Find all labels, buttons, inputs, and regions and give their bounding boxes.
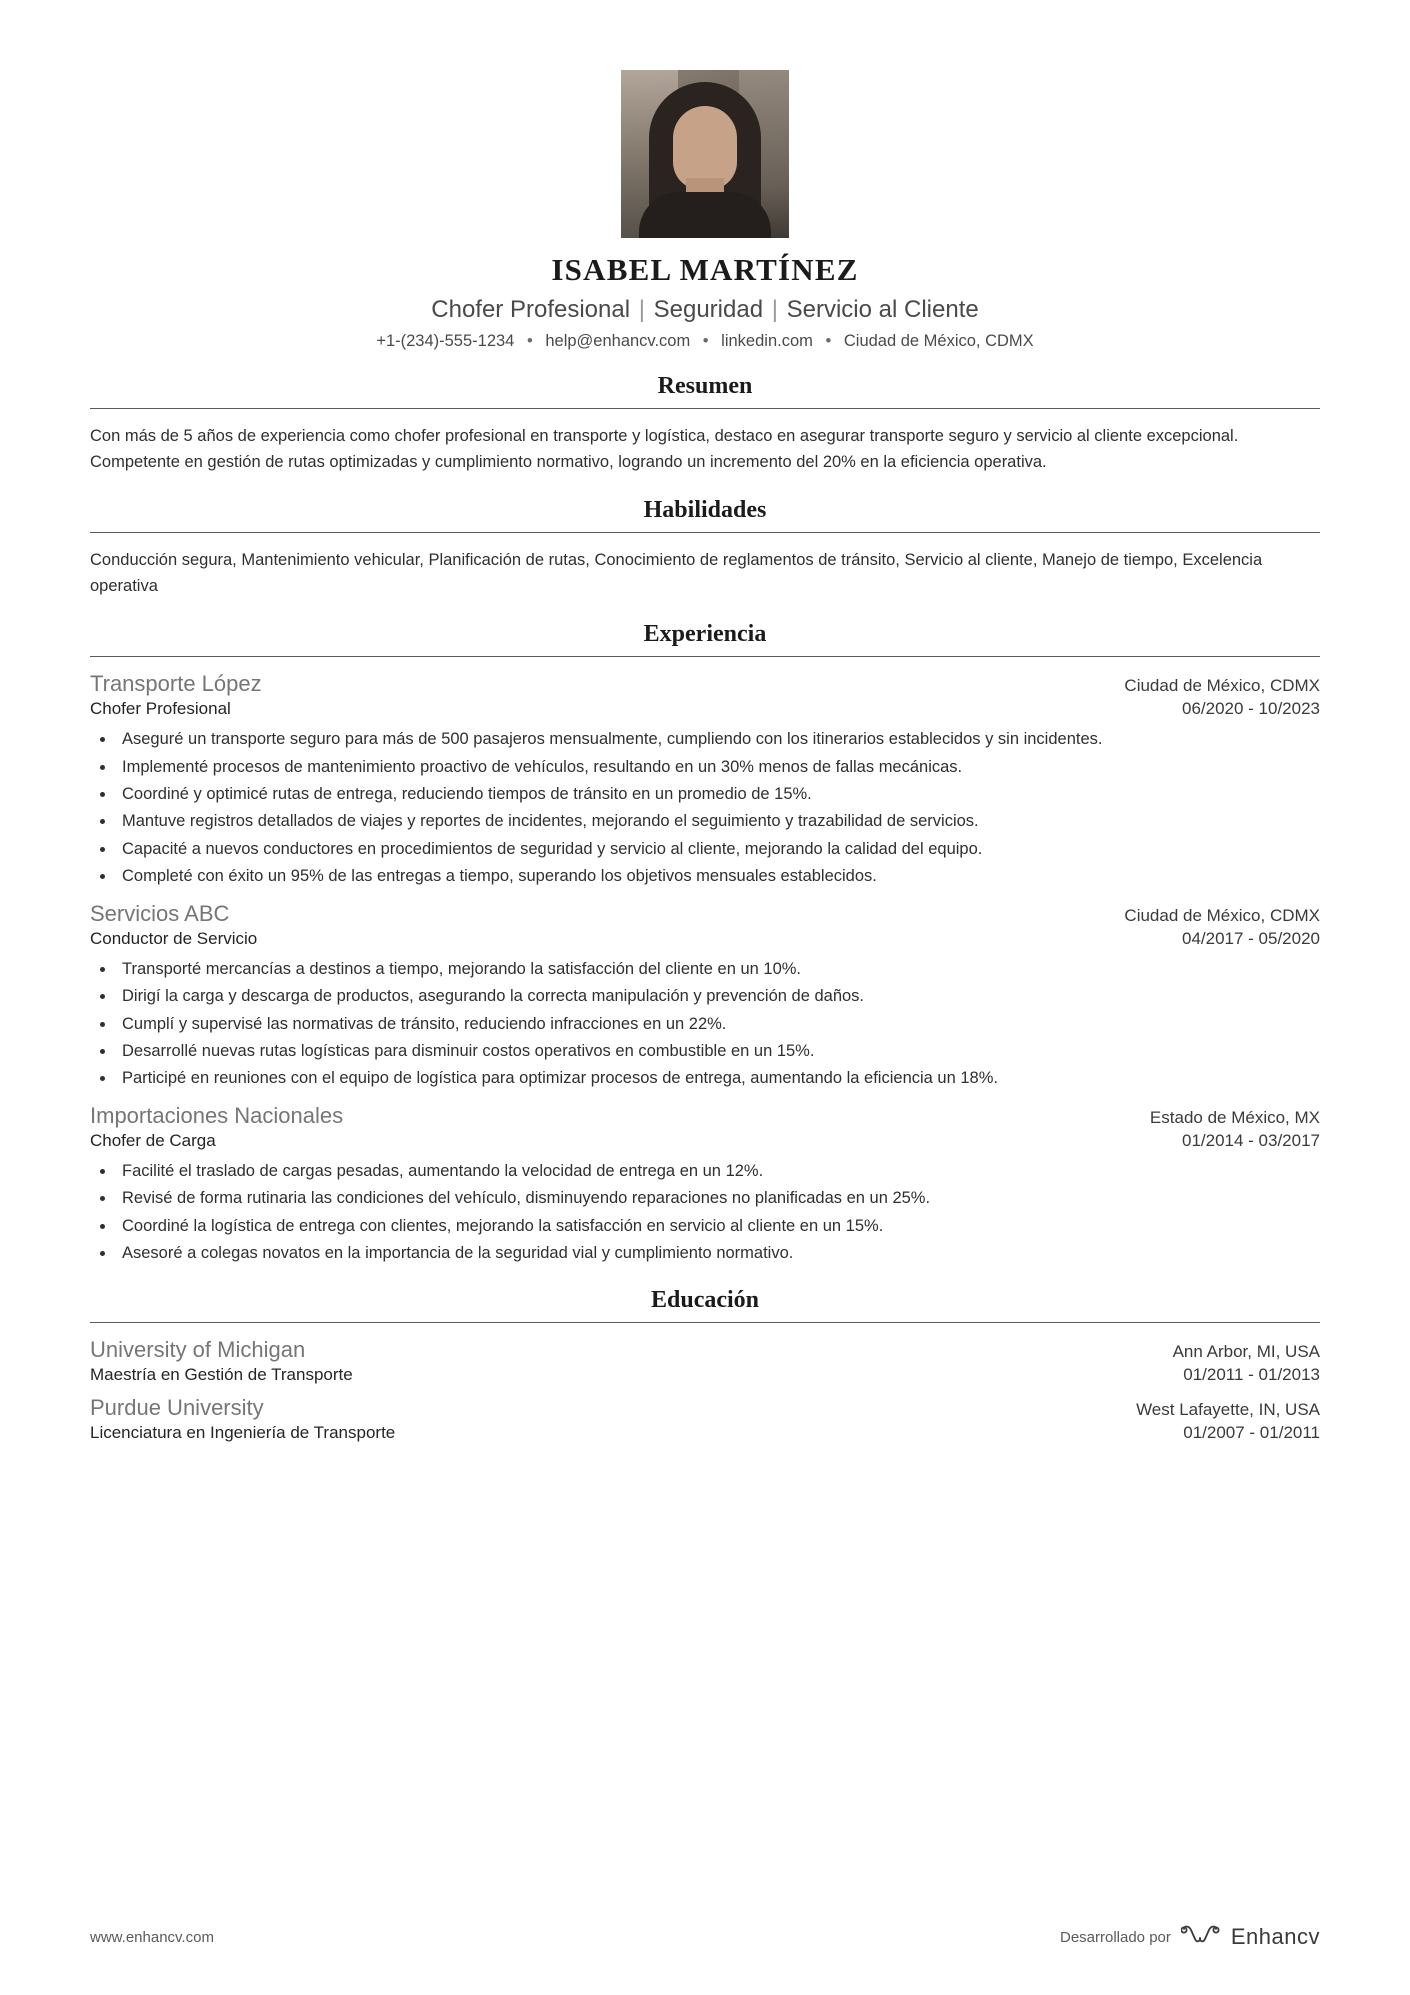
- section-divider-skills: [90, 532, 1320, 533]
- experience-entry-subheader: [90, 697, 1320, 719]
- section-education: [90, 1287, 1320, 1443]
- experience-entry-subheader: [90, 1129, 1320, 1151]
- experience-entry: [90, 1103, 1320, 1266]
- experience-location: Ciudad de México, CDMX: [1124, 905, 1320, 925]
- headline-part-1: Chofer Profesional: [431, 296, 631, 323]
- photo-torso: [639, 192, 771, 238]
- footer-brand-name: Enhancv: [1230, 1924, 1320, 1949]
- list-item: • Completé con éxito un 95% de las entregas a tiempo, superando los objetivos mensuales establecidos.: [116, 864, 1320, 888]
- list-item: • Participé en reuniones con el equipo de logística para optimizar procesos de entrega, aumentando la eficiencia un 18%.: [116, 1066, 1320, 1090]
- experience-company: Servicios ABC: [90, 900, 230, 926]
- skills-text: Conducción segura, Mantenimiento vehicular, Planificación de rutas, Conocimiento de reglamentos de tránsito, Servicio al cliente, Manejo de tiempo, Excelencia operativa: [90, 551, 1263, 596]
- education-location: West Lafayette, IN, USA: [1136, 1400, 1320, 1420]
- education-degree: Licenciatura en Ingeniería de Transporte: [90, 1423, 396, 1443]
- professional-headline: [90, 296, 1320, 324]
- contact-separator-3: •: [825, 332, 832, 350]
- experience-bullets: [90, 957, 1320, 1091]
- education-entry-header: [90, 1337, 1320, 1363]
- list-item: • Cumplí y supervisé las normativas de tránsito, reduciendo infracciones en un 22%.: [116, 1012, 1320, 1036]
- experience-role: Chofer de Carga: [90, 1130, 216, 1150]
- contact-phone: +1-(234)-555-1234: [376, 332, 515, 350]
- section-divider-summary: [90, 408, 1320, 409]
- headline-separator-2: |: [771, 296, 778, 323]
- education-entry: [90, 1337, 1320, 1385]
- list-item: • Aseguré un transporte seguro para más de 500 pasajeros mensualmente, cumpliendo con los itinerarios establecidos y sin incidentes.: [116, 727, 1320, 751]
- section-skills: [90, 497, 1320, 599]
- experience-company: Transporte López: [90, 671, 262, 697]
- education-entry-subheader: [90, 1421, 1320, 1443]
- contact-separator-1: •: [526, 332, 533, 350]
- experience-location: Estado de México, MX: [1149, 1107, 1320, 1127]
- education-location: Ann Arbor, MI, USA: [1172, 1342, 1320, 1362]
- experience-entry-header: [90, 1103, 1320, 1129]
- experience-bullets: [90, 727, 1320, 888]
- experience-dates: 06/2020 - 10/2023: [1181, 699, 1320, 719]
- headline-part-2: Seguridad: [653, 296, 764, 323]
- experience-bullets: [90, 1159, 1320, 1266]
- education-dates: 01/2011 - 01/2013: [1183, 1365, 1320, 1385]
- list-item: • Asesoré a colegas novatos en la importancia de la seguridad vial y cumplimiento normativo.: [116, 1241, 1320, 1265]
- contact-location: Ciudad de México, CDMX: [843, 332, 1034, 350]
- experience-dates: 01/2014 - 03/2017: [1181, 1130, 1320, 1150]
- contact-line: [90, 332, 1320, 351]
- education-dates: 01/2007 - 01/2011: [1183, 1423, 1320, 1443]
- avatar: [621, 70, 789, 238]
- contact-email[interactable]: help@enhancv.com: [545, 332, 691, 350]
- education-entry-subheader: [90, 1363, 1320, 1385]
- footer-powered-by-label: Desarrollado por: [1059, 1928, 1171, 1946]
- page-footer: [90, 1924, 1320, 1950]
- list-item: • Desarrollé nuevas rutas logísticas para disminuir costos operativos en combustible en un 15%.: [116, 1039, 1320, 1063]
- experience-entry: [90, 671, 1320, 888]
- profile-photo: [621, 70, 789, 238]
- education-school: Purdue University: [90, 1395, 264, 1421]
- resume-header: [90, 70, 1320, 351]
- headline-separator-1: |: [638, 296, 645, 323]
- experience-role: Chofer Profesional: [90, 699, 231, 719]
- summary-text: Con más de 5 años de experiencia como chofer profesional en transporte y logística, destaco en asegurar transporte seguro y servicio al cliente excepcional. Competente en gestión de rutas optimizadas y cumplimiento normativo, logrando un incremento del 20% en la eficiencia operativa.: [90, 427, 1239, 472]
- education-entry-header: [90, 1395, 1320, 1421]
- experience-company: Importaciones Nacionales: [90, 1102, 344, 1128]
- section-title-skills: Habilidades: [643, 497, 767, 524]
- headline-part-3: Servicio al Cliente: [786, 296, 979, 323]
- list-item: • Revisé de forma rutinaria las condiciones del vehículo, disminuyendo reparaciones no planificadas en un 25%.: [116, 1186, 1320, 1210]
- section-divider-experience: [90, 656, 1320, 657]
- experience-entry: [90, 901, 1320, 1091]
- list-item: • Coordiné y optimicé rutas de entrega, reduciendo tiempos de tránsito en un promedio de 15%.: [116, 782, 1320, 806]
- experience-location: Ciudad de México, CDMX: [1124, 676, 1320, 696]
- section-title-experience: Experiencia: [643, 621, 767, 648]
- education-degree: Maestría en Gestión de Transporte: [90, 1365, 353, 1385]
- list-item: • Mantuve registros detallados de viajes y reportes de incidentes, mejorando el seguimiento y trazabilidad de servicios.: [116, 809, 1320, 833]
- contact-linkedin[interactable]: linkedin.com: [721, 332, 813, 350]
- list-item: • Capacité a nuevos conductores en procedimientos de seguridad y servicio al cliente, mejorando la calidad del equipo.: [116, 837, 1320, 861]
- education-entry: [90, 1395, 1320, 1443]
- experience-entry-subheader: [90, 927, 1320, 949]
- footer-branding: [1060, 1924, 1320, 1950]
- education-school: University of Michigan: [90, 1337, 306, 1363]
- list-item: • Facilité el traslado de cargas pesadas, aumentando la velocidad de entrega en un 12%.: [116, 1159, 1320, 1183]
- list-item: • Transporté mercancías a destinos a tiempo, mejorando la satisfacción del cliente en un 10%.: [116, 957, 1320, 981]
- section-title-summary: Resumen: [657, 373, 753, 399]
- experience-entry-header: [90, 901, 1320, 927]
- experience-role: Conductor de Servicio: [90, 928, 258, 948]
- experience-dates: 04/2017 - 05/2020: [1181, 928, 1320, 948]
- section-summary: [90, 373, 1320, 475]
- footer-site-url[interactable]: www.enhancv.com: [90, 1928, 214, 1946]
- contact-separator-2: •: [702, 332, 709, 350]
- enhancv-logo-icon: [1181, 1924, 1221, 1950]
- section-divider-education: [90, 1322, 1320, 1323]
- section-experience: [90, 621, 1320, 1265]
- page-title: ISABEL MARTÍNEZ: [551, 252, 859, 287]
- list-item: • Implementé procesos de mantenimiento proactivo de vehículos, resultando en un 30% menos de fallas mecánicas.: [116, 755, 1320, 779]
- list-item: • Dirigí la carga y descarga de productos, asegurando la correcta manipulación y prevención de daños.: [116, 984, 1320, 1008]
- section-title-education: Educación: [650, 1287, 760, 1314]
- experience-entry-header: [90, 671, 1320, 697]
- list-item: • Coordiné la logística de entrega con clientes, mejorando la satisfacción en servicio al cliente en un 15%.: [116, 1214, 1320, 1238]
